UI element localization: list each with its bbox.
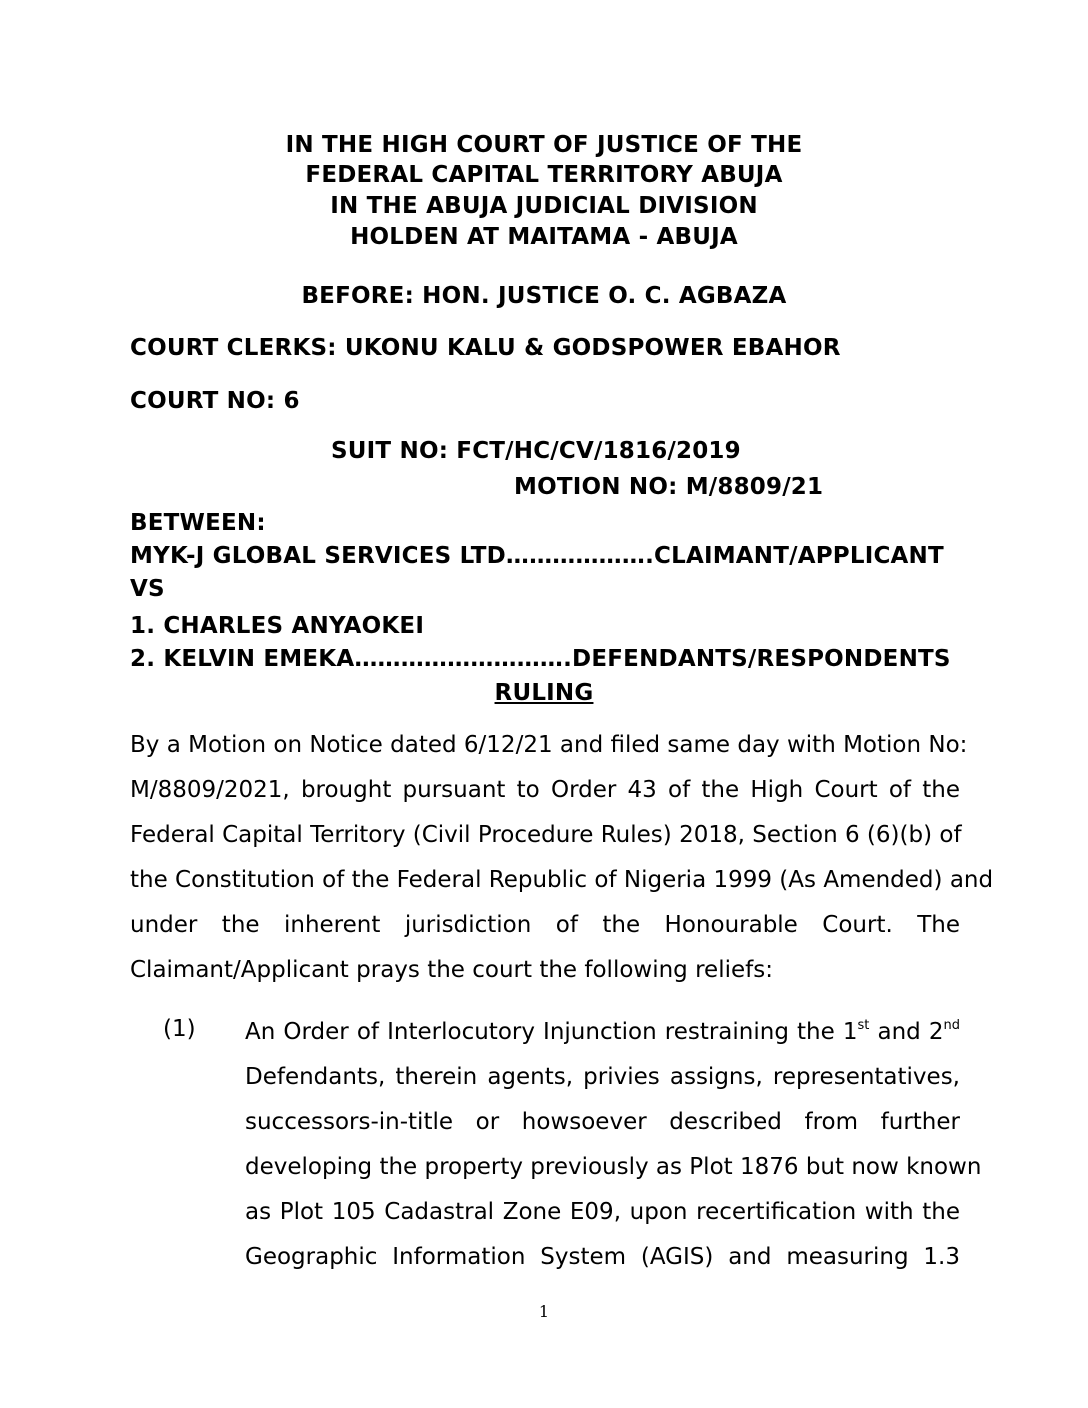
relief-line: Geographic Information System (AGIS) and measuring 1.3 — [245, 1244, 960, 1270]
relief-text — [245, 1010, 982, 1280]
claimant-line: MYK-J GLOBAL SERVICES LTD……………….CLAIMANT/APPLICANT — [130, 543, 944, 569]
intro-line: Federal Capital Territory (Civil Procedure Rules) 2018, Section 6 (6)(b) of — [130, 822, 962, 848]
relief-line: as Plot 105 Cadastral Zone E09, upon recertification with the — [245, 1199, 960, 1225]
relief-line: Defendants, therein agents, privies assigns, representatives, — [245, 1064, 960, 1090]
before-judge: BEFORE: HON. JUSTICE O. C. AGBAZA — [301, 283, 787, 309]
intro-line: M/8809/2021, brought pursuant to Order 43 of the High Court of the — [130, 777, 960, 803]
court-clerks: COURT CLERKS: UKONU KALU & GODSPOWER EBAHOR — [130, 335, 841, 361]
relief-line-text: An Order of Interlocutory Injunction restraining the 1 — [245, 1019, 858, 1045]
court-number: COURT NO: 6 — [130, 388, 300, 414]
intro-paragraph — [130, 723, 994, 993]
relief-line-text: and 2 — [869, 1019, 944, 1045]
ruling-heading: RULING — [494, 680, 594, 706]
intro-line: By a Motion on Notice dated 6/12/21 and filed same day with Motion No: — [130, 732, 968, 758]
ordinal-suffix: st — [857, 1018, 870, 1033]
intro-line: under the inherent jurisdiction of the Honourable Court. The — [130, 912, 960, 938]
relief-number: (1) — [163, 1016, 196, 1042]
ordinal-suffix: nd — [943, 1018, 960, 1033]
defendant-2: 2. KELVIN EMEKA……………………….DEFENDANTS/RESPONDENTS — [130, 646, 951, 672]
motion-number: MOTION NO: M/8809/21 — [514, 474, 824, 500]
versus-label: VS — [130, 576, 165, 602]
suit-number: SUIT NO: FCT/HC/CV/1816/2019 — [331, 438, 741, 464]
court-title-line-2: FEDERAL CAPITAL TERRITORY ABUJA — [305, 162, 783, 188]
relief-line: developing the property previously as Plot 1876 but now known — [245, 1154, 982, 1180]
page-number: 1 — [538, 1302, 550, 1321]
between-label: BETWEEN: — [130, 510, 266, 536]
court-title-line-3: IN THE ABUJA JUDICIAL DIVISION — [330, 193, 758, 219]
relief-line: successors-in-title or howsoever described from further — [245, 1109, 960, 1135]
relief-line — [245, 1010, 960, 1055]
intro-line: Claimant/Applicant prays the court the following reliefs: — [130, 957, 773, 983]
intro-line: the Constitution of the Federal Republic of Nigeria 1999 (As Amended) and — [130, 867, 994, 893]
court-title-line-4: HOLDEN AT MAITAMA - ABUJA — [350, 224, 738, 250]
defendant-1: 1. CHARLES ANYAOKEI — [130, 613, 425, 639]
court-title-line-1: IN THE HIGH COURT OF JUSTICE OF THE — [285, 132, 803, 158]
